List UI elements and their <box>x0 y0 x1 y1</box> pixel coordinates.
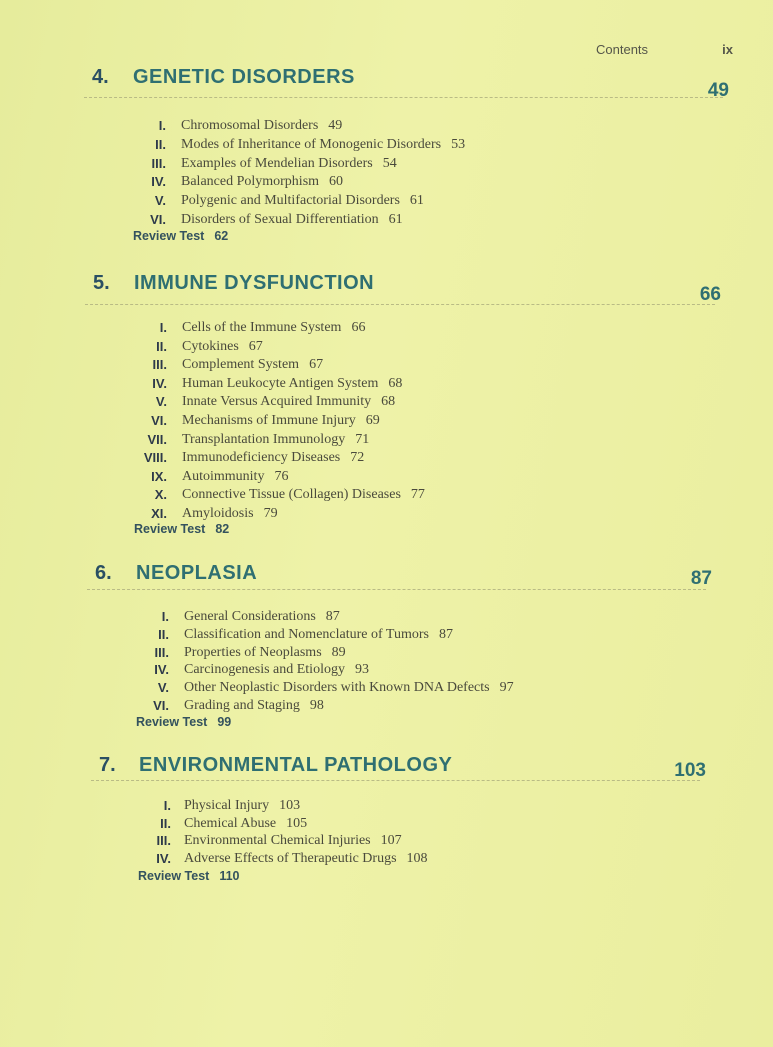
section-entry <box>0 815 700 833</box>
section-label-row <box>182 505 278 523</box>
section-list <box>0 608 700 715</box>
section-title: Adverse Effects of Therapeutic Drugs <box>184 850 397 866</box>
section-label-row <box>184 850 428 868</box>
section-number: II. <box>156 338 167 354</box>
section-title: Chromosomal Disorders <box>181 118 319 133</box>
review-test-entry <box>133 229 228 243</box>
section-label-row <box>182 338 263 356</box>
section-entry <box>0 356 700 375</box>
section-number: III. <box>154 644 169 660</box>
section-number: VII. <box>147 431 167 447</box>
section-number: III. <box>156 833 171 848</box>
section-number: I. <box>161 609 169 624</box>
section-number: III. <box>151 155 166 171</box>
review-test-entry <box>138 869 240 883</box>
section-entry <box>0 338 700 357</box>
section-entry <box>0 626 700 644</box>
section-label-row <box>184 697 324 715</box>
section-title: Physical Injury <box>184 798 270 813</box>
section-number: V. <box>155 394 167 410</box>
section-page-number: 49 <box>328 118 343 133</box>
chapter-heading <box>0 272 773 312</box>
section-entry <box>0 319 700 338</box>
section-page-number: 68 <box>381 394 396 410</box>
section-page-number: 93 <box>354 662 369 678</box>
section-page-number: 67 <box>248 338 263 354</box>
running-head: Contents <box>596 42 649 57</box>
section-page-number: 105 <box>286 815 308 831</box>
chapter-heading <box>0 562 773 602</box>
section-page-number: 54 <box>382 155 397 171</box>
section-label-row <box>182 375 402 393</box>
section-list <box>0 117 700 230</box>
section-title: General Considerations <box>184 609 316 624</box>
chapter-divider <box>87 589 706 590</box>
section-entry <box>0 661 700 679</box>
section-title: Connective Tissue (Collagen) Diseases <box>182 487 401 503</box>
section-page-number: 108 <box>406 850 428 866</box>
section-label-row <box>184 626 453 644</box>
section-label-row <box>182 431 369 449</box>
section-number: X. <box>154 487 167 503</box>
section-page-number: 107 <box>380 833 402 848</box>
section-label-row <box>182 468 288 486</box>
chapter-number: 6. <box>95 562 112 584</box>
section-page-number: 87 <box>438 626 453 642</box>
section-page-number: 68 <box>388 375 403 391</box>
section-entry <box>0 850 700 868</box>
section-page-number: 61 <box>409 193 424 209</box>
section-number: II. <box>160 815 171 831</box>
chapter-page-number: 87 <box>690 568 712 589</box>
review-test-page-number: 62 <box>214 229 229 243</box>
section-title: Chemical Abuse <box>184 815 277 831</box>
chapter-title: GENETIC DISORDERS <box>133 66 355 88</box>
section-label-row <box>182 319 365 337</box>
section-title: Immunodeficiency Diseases <box>182 450 341 466</box>
chapter-divider <box>85 304 715 305</box>
review-test-entry <box>136 715 231 729</box>
section-entry <box>0 412 700 431</box>
section-entry <box>0 449 700 468</box>
section-title: Carcinogenesis and Etiology <box>184 662 345 678</box>
review-test-page-number: 82 <box>215 522 230 536</box>
chapter-title: ENVIRONMENTAL PATHOLOGY <box>139 754 453 776</box>
section-entry <box>0 486 700 505</box>
review-test-label: Review Test <box>133 229 205 243</box>
section-label-row <box>181 211 403 229</box>
chapter-page-number: 103 <box>674 760 706 781</box>
section-title: Polygenic and Multifactorial Disorders <box>181 193 400 209</box>
chapter-divider <box>84 97 723 98</box>
section-label-row <box>181 136 465 154</box>
review-test-label: Review Test <box>138 869 210 883</box>
section-page-number: 66 <box>351 320 366 335</box>
section-page-number: 76 <box>274 468 289 484</box>
section-number: V. <box>154 193 166 209</box>
section-label-row <box>184 608 340 626</box>
section-page-number: 60 <box>329 174 344 190</box>
section-label-row <box>184 661 369 679</box>
section-page-number: 103 <box>279 798 301 813</box>
section-entry <box>0 173 700 192</box>
page-header <box>560 42 733 60</box>
section-number: IV. <box>156 850 171 866</box>
chapter-title: IMMUNE DYSFUNCTION <box>134 272 375 294</box>
section-list <box>0 319 700 524</box>
section-number: VI. <box>150 211 166 227</box>
page-number: ix <box>722 42 733 57</box>
section-label-row <box>184 832 402 850</box>
section-title: Transplantation Immunology <box>182 431 346 447</box>
section-label-row <box>184 644 346 662</box>
section-label-row <box>182 449 364 467</box>
section-label-row <box>184 679 514 697</box>
review-test-entry <box>134 522 229 536</box>
section-entry <box>0 211 700 230</box>
section-label-row <box>184 797 300 815</box>
section-label-row <box>181 173 343 191</box>
section-title: Grading and Staging <box>184 697 300 713</box>
section-page-number: 72 <box>350 450 365 466</box>
chapter-heading <box>0 66 773 106</box>
section-entry <box>0 679 700 697</box>
section-title: Other Neoplastic Disorders with Known DNA Defects <box>184 680 490 696</box>
section-title: Cytokines <box>182 338 239 354</box>
chapter-title: NEOPLASIA <box>136 562 258 584</box>
section-number: II. <box>158 626 169 642</box>
section-title: Innate Versus Acquired Immunity <box>182 394 372 410</box>
chapter-page-number: 66 <box>699 284 721 305</box>
section-title: Autoimmunity <box>182 468 265 484</box>
section-entry <box>0 117 700 136</box>
section-label-row <box>184 815 307 833</box>
section-title: Modes of Inheritance of Monogenic Disorders <box>181 136 442 152</box>
chapter-page-number: 49 <box>707 80 729 101</box>
section-entry <box>0 375 700 394</box>
section-entry <box>0 832 700 850</box>
section-label-row <box>181 192 424 210</box>
section-label-row <box>182 356 323 374</box>
section-number: I. <box>163 798 171 813</box>
section-number: XI. <box>151 505 167 521</box>
section-title: Classification and Nomenclature of Tumors <box>184 626 429 642</box>
section-number: III. <box>152 357 167 373</box>
section-title: Balanced Polymorphism <box>181 174 320 190</box>
review-test-page-number: 110 <box>219 869 240 883</box>
section-label-row <box>181 155 397 173</box>
section-entry <box>0 505 700 524</box>
section-title: Complement System <box>182 357 300 373</box>
review-test-label: Review Test <box>136 715 208 729</box>
section-page-number: 71 <box>355 431 370 447</box>
section-number: IX. <box>151 468 167 484</box>
chapter-divider <box>91 780 700 781</box>
section-label-row <box>182 486 425 504</box>
section-title: Disorders of Sexual Differentiation <box>181 211 379 227</box>
section-title: Environmental Chemical Injuries <box>184 833 371 848</box>
section-page-number: 53 <box>451 136 466 152</box>
section-number: IV. <box>154 662 169 678</box>
section-entry <box>0 192 700 211</box>
section-label-row <box>182 393 395 411</box>
section-title: Human Leukocyte Antigen System <box>182 375 379 391</box>
section-entry <box>0 644 700 662</box>
chapter-number: 7. <box>99 754 116 776</box>
section-entry <box>0 431 700 450</box>
section-page-number: 89 <box>331 644 346 660</box>
chapter-number: 4. <box>92 66 109 88</box>
review-test-page-number: 99 <box>217 715 232 729</box>
section-label-row <box>182 412 380 430</box>
section-title: Amyloidosis <box>182 505 254 521</box>
section-label-row <box>181 117 342 135</box>
chapter-heading <box>0 754 773 794</box>
section-page-number: 97 <box>499 680 514 696</box>
section-number: I. <box>159 320 167 335</box>
section-number: V. <box>157 680 169 696</box>
section-number: II. <box>155 136 166 152</box>
section-number: I. <box>158 118 166 133</box>
section-page-number: 61 <box>388 211 403 227</box>
chapter-number: 5. <box>93 272 110 294</box>
section-page-number: 67 <box>309 357 324 373</box>
section-title: Cells of the Immune System <box>182 320 342 335</box>
section-entry <box>0 608 700 626</box>
section-number: VI. <box>151 412 167 428</box>
section-number: VI. <box>153 697 169 713</box>
section-title: Mechanisms of Immune Injury <box>182 412 356 428</box>
section-entry <box>0 136 700 155</box>
section-number: VIII. <box>143 450 167 466</box>
section-list <box>0 797 700 867</box>
section-title: Examples of Mendelian Disorders <box>181 155 373 171</box>
section-page-number: 69 <box>365 412 380 428</box>
review-test-label: Review Test <box>134 522 206 536</box>
section-entry <box>0 697 700 715</box>
section-number: IV. <box>152 375 167 391</box>
section-entry <box>0 393 700 412</box>
section-entry <box>0 797 700 815</box>
section-page-number: 98 <box>309 697 324 713</box>
section-page-number: 77 <box>410 487 425 503</box>
section-entry <box>0 155 700 174</box>
section-page-number: 79 <box>263 505 278 521</box>
section-page-number: 87 <box>325 609 340 624</box>
section-number: IV. <box>151 174 166 190</box>
section-entry <box>0 468 700 487</box>
section-title: Properties of Neoplasms <box>184 644 322 660</box>
